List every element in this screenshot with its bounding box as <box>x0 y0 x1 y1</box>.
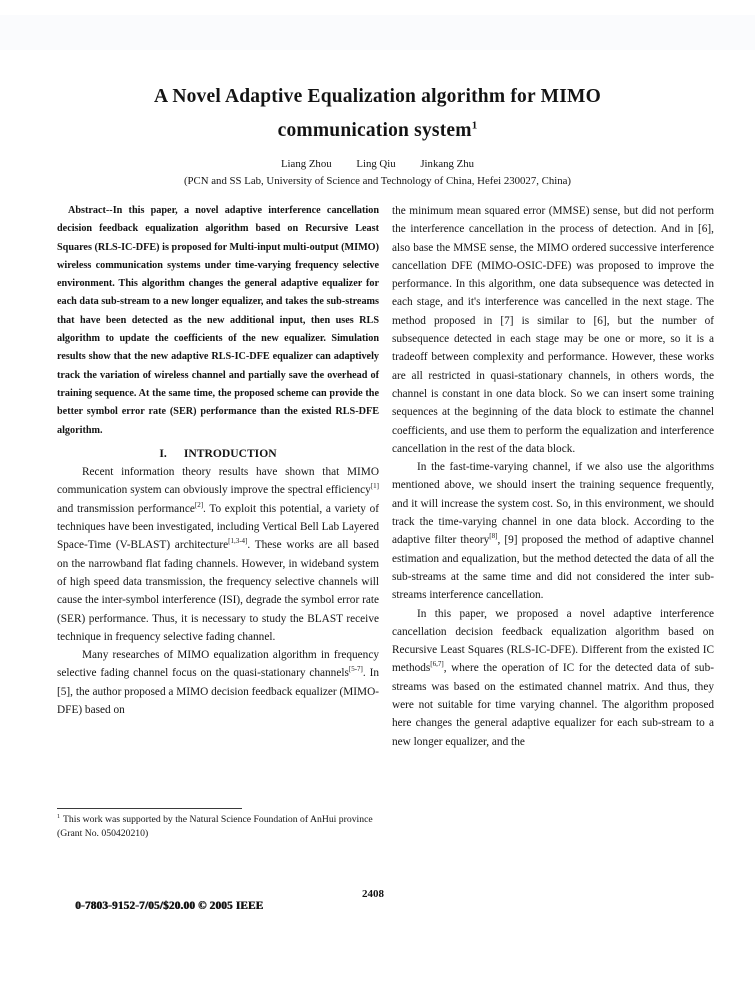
footnote-block <box>57 808 379 840</box>
title-footnote-marker: 1 <box>471 119 478 132</box>
paper-title-line-2-text: communication system <box>277 120 472 141</box>
paper-title-line-2 <box>0 114 755 148</box>
section-heading-introduction <box>57 445 379 463</box>
footnote-body: This work was supported by the Natural Science Foundation of AnHui province (Grant No. 050420210) <box>57 814 373 839</box>
footnote-marker: 1 <box>57 813 60 820</box>
intro-paragraph-1: Recent information theory results have shown that MIMO communication system can obviously improve the spectral efficiency[1] and transmission performance[2]. To exploit this potential, a variety of techniques have been investigated, including Vertical Bell Lab Layered Space-Time (V-BLAST) architecture[1,3-4]. These works are all based on the narrowband flat fading channels. However, in wideband system of high speed data transmission, the frequency selective channels will cause the inter-symbol interference (ISI), degrade the symbol error rate (SER) performance. Thus, it is necessary to study the BLAST receive technique in frequency selective fading channel. <box>57 466 379 643</box>
affiliation-line: (PCN and SS Lab, University of Science and Technology of China, Hefei 230027, China) <box>183 175 572 187</box>
abstract-paragraph: Abstract--In this paper, a novel adaptive interference cancellation decision feedback equalization algorithm based on Recursive Least Squares (RLS-IC-DFE) is proposed for Multi-input multi-output (MIMO) wireless communication systems under time-varying frequency selective environment. This algorithm changes the general adaptive equalizer for each data sub-stream to a new longer equalizer, and takes the sub-streams that have been detected as the new additional input, then uses RLS algorithm to update the coefficients of the new equalizer. Simulation results show that the new adaptive RLS-IC-DFE equalizer can adaptively track the variation of wireless channel and partially save the overhead of training sequence. At the same time, the proposed scheme can provide the better symbol error rate (SER) performance than the existed RLS-DFE algorithm. <box>57 205 379 436</box>
right-column <box>392 202 714 751</box>
footnote-rule <box>57 808 242 809</box>
intro-paragraph-4: In the fast-time-varying channel, if we also use the algorithms mentioned above, we should insert the training sequence frequently, and it will increase the system cost. So, in this environment, we should track the time-varying channel in one data block. According to the adaptive filter theory[8], [9] proposed the method of adaptive channel estimation and equalization, but the method detected the data of all the sub-streams at the same time and did not considered the inter sub-streams interference cancellation. <box>392 461 714 602</box>
copyright-line: 0-7803-9152-7/05/$20.00 © 2005 IEEE <box>75 900 264 912</box>
intro-paragraph-5: In this paper, we proposed a novel adaptive interference cancellation decision feedback equalization algorithm based on Recursive Least Squares (RLS-IC-DFE). Different from the existed IC methods[6,7], where the operation of IC for the detected data of sub-streams was based on the estimated channel matrix. And thus, they were not suitable for time varying channel. The algorithm proposed here changes the general adaptive equalizer for each sub-stream to a new longer equalizer, and the <box>392 607 714 748</box>
left-column <box>57 202 379 751</box>
author-2: Ling Qiu <box>356 158 396 170</box>
intro-paragraph-3: the minimum mean squared error (MMSE) sense, but did not perform the interference cancellation in the process of detection. And in [6], also base the MMSE sense, the MIMO ordered successive interference cancellation DFE (MIMO-OSIC-DFE) was proposed to improve the performance. In this algorithm, one data subsequence was detected in each stage, and it's interference was cancelled in the next stage. The method proposed in [7] is similar to [6], but the number of subsequence detected in each stage may be one or more, so it is a tradeoff between complexity and performance. However, these works are all restricted in quasi-stationary channels, in others words, the channel is constant in one data block. So we can insert some training sequences at the beginning of the data block to estimate the channel coefficients, and use them to perform the equalization and interference cancellation in the rest of the data block. <box>392 205 714 455</box>
scan-artifact-band <box>0 15 755 50</box>
author-3: Jinkang Zhu <box>420 158 475 170</box>
footnote-text <box>57 813 379 840</box>
section-number: I. <box>159 446 167 460</box>
section-label: INTRODUCTION <box>183 446 277 460</box>
intro-paragraph-2: Many researches of MIMO equalization algorithm in frequency selective fading channel focus on the quasi-stationary channels[5-7]. In [5], the author proposed a MIMO decision feedback equalizer (MIMO-DFE) based on <box>57 649 379 717</box>
paper-title-line-1: A Novel Adaptive Equalization algorithm for MIMO <box>154 86 601 107</box>
paper-header <box>0 80 755 188</box>
two-column-body <box>57 202 714 751</box>
page-number: 2408 <box>362 888 384 900</box>
author-1: Liang Zhou <box>280 158 332 170</box>
authors-row <box>0 157 755 171</box>
